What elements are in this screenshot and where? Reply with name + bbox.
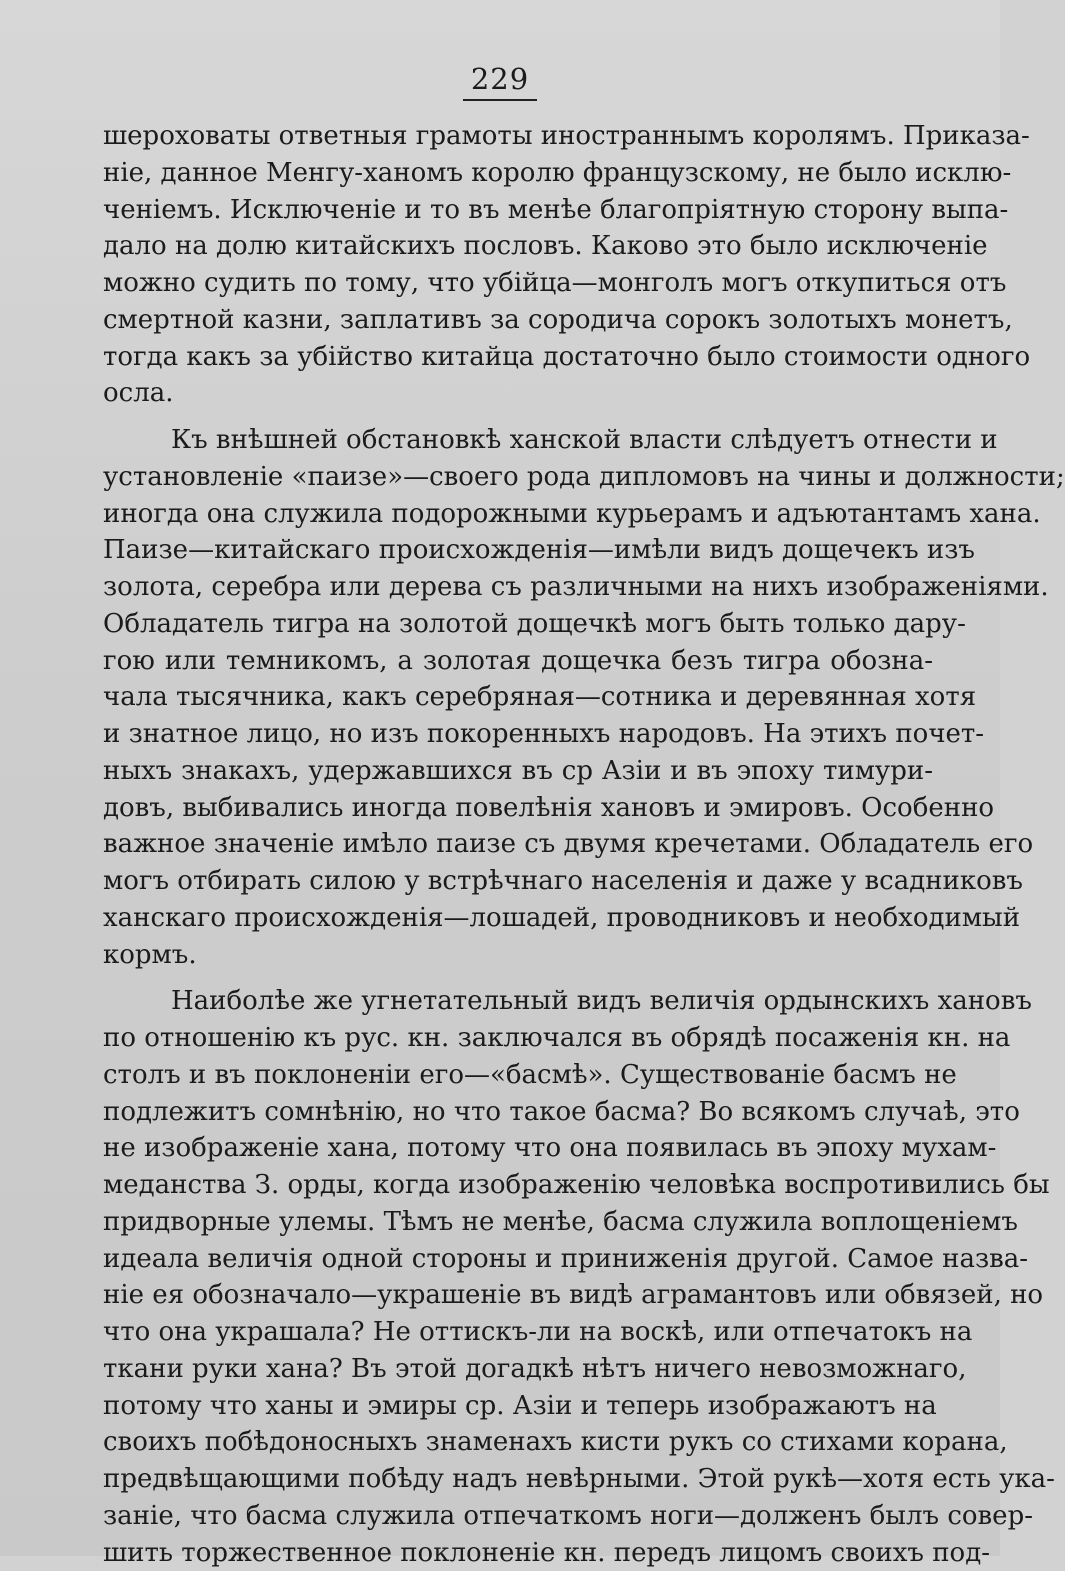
text-line: придворные улемы. Тѣмъ не менѣе, басма служила воплощеніемъ bbox=[103, 1204, 933, 1241]
text-line: меданства З. орды, когда изображенію человѣка воспротивились бы bbox=[103, 1167, 933, 1204]
text-line: Паизе—китайскаго происхожденія—имѣли видъ дощечекъ изъ bbox=[103, 532, 933, 569]
text-line: по отношенію къ рус. кн. заключался въ обрядѣ посаженія кн. на bbox=[103, 1020, 933, 1057]
text-line: идеала величія одной стороны и приниженія другой. Самое назва- bbox=[103, 1241, 933, 1278]
text-line: шероховаты ответныя грамоты иностраннымъ королямъ. Приказа- bbox=[103, 118, 933, 155]
text-line: чала тысячника, какъ серебряная—сотника и деревянная хотя bbox=[103, 679, 933, 716]
paragraph-gap bbox=[103, 973, 933, 983]
text-line: подлежитъ сомнѣнію, но что такое басма? Во всякомъ случаѣ, это bbox=[103, 1094, 933, 1131]
text-line: иногда она служила подорожными курьерамъ и адъютантамъ хана. bbox=[103, 496, 933, 533]
body-text bbox=[103, 118, 933, 1571]
text-line: и знатное лицо, но изъ покоренныхъ народовъ. На этихъ почет- bbox=[103, 716, 933, 753]
text-line: Наиболѣе же угнетательный видъ величія ордынскихъ хановъ bbox=[103, 983, 933, 1020]
text-line: Обладатель тигра на золотой дощечкѣ могъ быть только дару- bbox=[103, 606, 933, 643]
text-line: ткани руки хана? Въ этой догадкѣ нѣтъ ничего невозможнаго, bbox=[103, 1351, 933, 1388]
text-line: довъ, выбивались иногда повелѣнія хановъ и эмировъ. Особенно bbox=[103, 790, 933, 827]
text-line: тогда какъ за убійство китайца достаточно было стоимости одного bbox=[103, 339, 933, 376]
text-line: ченіемъ. Исключеніе и то въ менѣе благопріятную сторону выпа- bbox=[103, 192, 933, 229]
text-line: ніе ея обозначало—украшеніе въ видѣ аграмантовъ или обвязей, но bbox=[103, 1277, 933, 1314]
paragraph bbox=[103, 118, 933, 412]
text-line: смертной казни, заплативъ за сородича сорокъ золотыхъ монетъ, bbox=[103, 302, 933, 339]
text-line: ніе, данное Менгу-ханомъ королю французскому, не было исклю- bbox=[103, 155, 933, 192]
paragraph bbox=[103, 983, 933, 1571]
text-line: Къ внѣшней обстановкѣ ханской власти слѣдуетъ отнести и bbox=[103, 422, 933, 459]
text-line: установленіе «паизе»—своего рода дипломовъ на чины и должности; bbox=[103, 459, 933, 496]
text-line: предвѣщающими побѣду надъ невѣрными. Этой рукѣ—хотя есть ука- bbox=[103, 1461, 933, 1498]
text-line: своихъ побѣдоносныхъ знаменахъ кисти рукъ со стихами корана, bbox=[103, 1424, 933, 1461]
text-line: заніе, что басма служила отпечаткомъ ноги—долженъ былъ совер- bbox=[103, 1498, 933, 1535]
text-line: кормъ. bbox=[103, 937, 933, 974]
text-line: столъ и въ поклоненіи его—«басмѣ». Существованіе басмъ не bbox=[103, 1057, 933, 1094]
text-line: осла. bbox=[103, 375, 933, 412]
text-line: ныхъ знакахъ, удержавшихся въ ср Азіи и въ эпоху тимури- bbox=[103, 753, 933, 790]
paragraph bbox=[103, 422, 933, 973]
text-line: потому что ханы и эмиры ср. Азіи и теперь изображаютъ на bbox=[103, 1388, 933, 1425]
text-line: важное значеніе имѣло паизе съ двумя кречетами. Обладатель его bbox=[103, 826, 933, 863]
text-line: золота, серебра или дерева съ различными на нихъ изображеніями. bbox=[103, 569, 933, 606]
paragraph-gap bbox=[103, 412, 933, 422]
text-line: что она украшала? Не оттискъ-ли на воскѣ, или отпечатокъ на bbox=[103, 1314, 933, 1351]
page-number-text: 229 bbox=[463, 62, 537, 101]
text-line: можно судить по тому, что убійца—монголъ могъ откупиться отъ bbox=[103, 265, 933, 302]
text-line: гою или темникомъ, а золотая дощечка безъ тигра обозна- bbox=[103, 643, 933, 680]
text-line: дало на долю китайскихъ пословъ. Каково это было исключеніе bbox=[103, 228, 933, 265]
text-line: не изображеніе хана, потому что она появилась въ эпоху мухам- bbox=[103, 1130, 933, 1167]
text-line: могъ отбирать силою у встрѣчнаго населенія и даже у всадниковъ bbox=[103, 863, 933, 900]
text-line: ханскаго происхожденія—лошадей, проводниковъ и необходимый bbox=[103, 900, 933, 937]
page-number bbox=[0, 62, 1000, 101]
text-line: шить торжественное поклоненіе кн. передъ лицомъ своихъ под- bbox=[103, 1535, 933, 1571]
